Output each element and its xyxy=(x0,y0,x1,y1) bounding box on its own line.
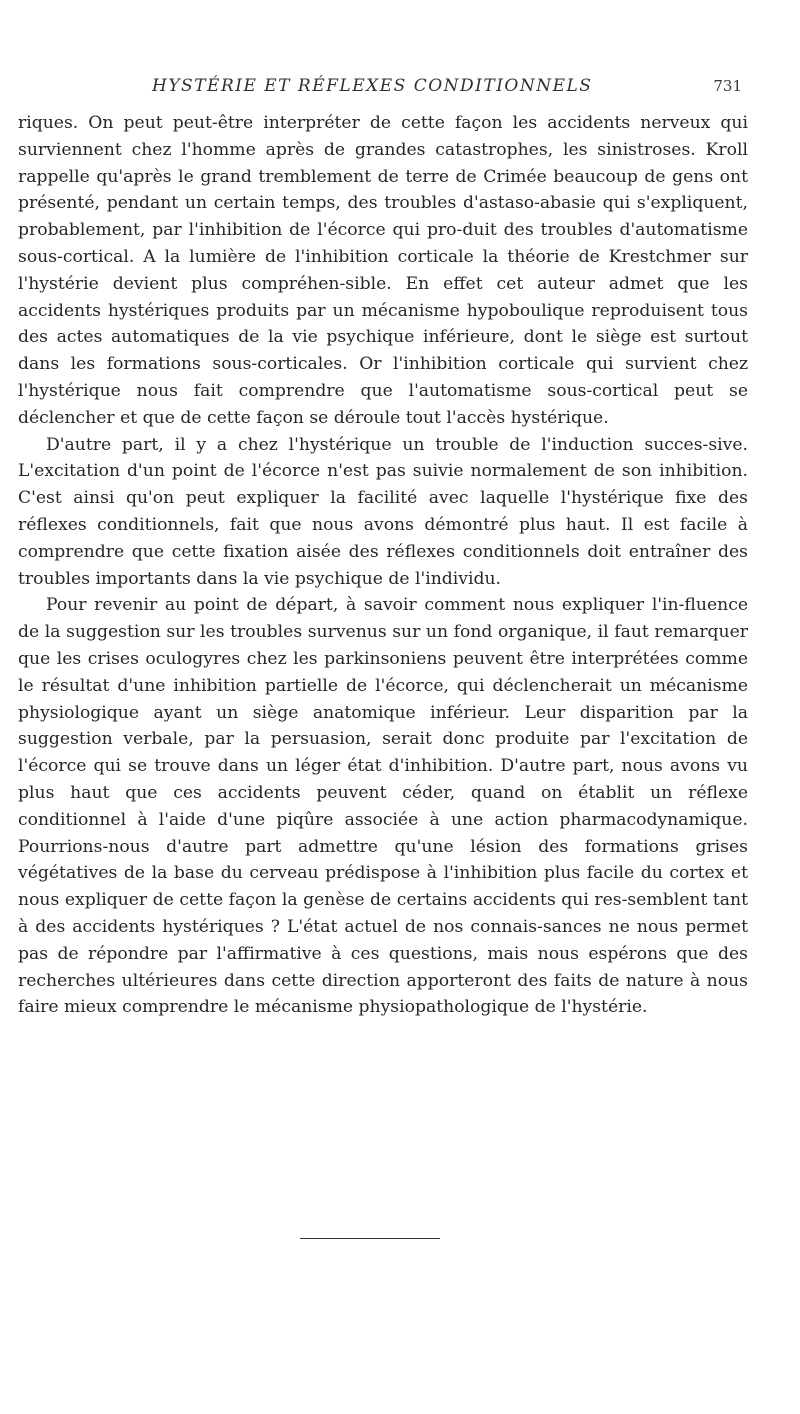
paragraph-1: riques. On peut peut-être interpréter de cette façon les accidents nerveux qui surviennent chez l'homme après de grandes catastrophes, les sinistroses. Kroll rappelle qu'après le grand tremblement de terre de Crimée beaucoup de gens ont présenté, pendant un certain temps, des troubles d'astaso-abasie qui s'expliquent, probablement, par l'inhibition de l'écorce qui pro-duit des troubles d'automatisme sous-cortical. A la lumière de l'inhibition corticale la théorie de Krestchmer sur l'hystérie devient plus compréhen-sible. En effet cet auteur admet que les accidents hystériques produits par un mécanisme hypoboulique reproduisent tous des actes automatiques de la vie psychique inférieure, dont le siège est surtout dans les formations sous-corticales. Or l'inhibition corticale qui survient chez l'hystérique nous fait comprendre que l'automatisme sous-cortical peut se déclencher et que de cette façon se déroule tout l'accès hystérique. xyxy=(18,113,748,428)
paragraph-2: D'autre part, il y a chez l'hystérique un trouble de l'induction succes-sive. L'excitation d'un point de l'écorce n'est pas suivie normalement de son inhibition. C'est ainsi qu'on peut expliquer la facilité avec laquelle l'hystérique fixe des réflexes conditionnels, fait que nous avons démontré plus haut. Il est facile à comprendre que cette fixation aisée des réflexes conditionnels doit entraîner des troubles importants dans la vie psychique de l'individu. xyxy=(18,434,748,589)
section-rule xyxy=(300,1238,440,1239)
running-header xyxy=(52,76,752,100)
body-text xyxy=(18,110,748,1021)
page-number: 731 xyxy=(713,77,742,95)
running-title: HYSTÉRIE ET RÉFLEXES CONDITIONNELS xyxy=(152,76,593,96)
paragraph-3: Pour revenir au point de départ, à savoir comment nous expliquer l'in-fluence de la suggestion sur les troubles survenus sur un fond organique, il faut remarquer que les crises oculogyres chez les parkinsoniens peuvent être interprétées comme le résultat d'une inhibition partielle de l'écorce, qui déclencherait un mécanisme physiologique ayant un siège anatomique inférieur. Leur disparition par la suggestion verbale, par la persuasion, serait donc produite par l'excitation de l'écorce qui se trouve dans un léger état d'inhibition. D'autre part, nous avons vu plus haut que ces accidents peuvent céder, quand on établit un réflexe conditionnel à l'aide d'une piqûre associée à une action pharmacodynamique. Pourrions-nous d'autre part admettre qu'une lésion des formations grises végétatives de la base du cerveau prédispose à l'inhibition plus facile du cortex et nous expliquer de cette façon la genèse de certains accidents qui res-semblent tant à des accidents hystériques ? L'état actuel de nos connais-sances ne nous permet pas de répondre par l'affirmative à ces questions, mais nous espérons que des recherches ultérieures dans cette direction apporteront des faits de nature à nous faire mieux comprendre le mécanisme physiopathologique de l'hystérie. xyxy=(18,595,748,1018)
